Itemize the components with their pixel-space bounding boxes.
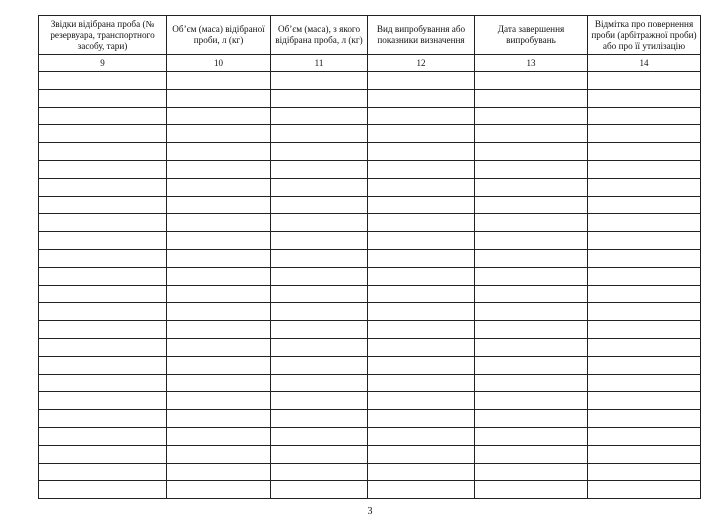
table-cell [271, 285, 368, 303]
table-cell [475, 107, 588, 125]
table-row [39, 392, 701, 410]
column-number: 9 [39, 55, 167, 72]
table-cell [588, 410, 701, 428]
table-cell [167, 321, 271, 339]
table-cell [588, 214, 701, 232]
header-source-volume: Об’єм (маса), з якого відібрана проба, л (кг) [271, 16, 368, 55]
table-cell [271, 445, 368, 463]
table-cell [368, 160, 475, 178]
table-cell [588, 481, 701, 499]
table-cell [167, 160, 271, 178]
table-cell [475, 481, 588, 499]
table-cell [167, 125, 271, 143]
table-cell [271, 303, 368, 321]
table-row [39, 338, 701, 356]
table-cell [271, 160, 368, 178]
table-cell [588, 427, 701, 445]
table-cell [368, 214, 475, 232]
column-number: 13 [475, 55, 588, 72]
header-test-type: Вид випробування або показники визначення [368, 16, 475, 55]
table-cell [167, 89, 271, 107]
header-return-note: Відмітка про повернення проби (арбітражної проби) або про її утилізацію [588, 16, 701, 55]
table-cell [368, 267, 475, 285]
table-cell [588, 374, 701, 392]
table-cell [271, 338, 368, 356]
table-cell [475, 338, 588, 356]
table-cell [39, 160, 167, 178]
table-cell [167, 143, 271, 161]
table-cell [368, 321, 475, 339]
table-cell [39, 285, 167, 303]
table-cell [368, 196, 475, 214]
table-row [39, 196, 701, 214]
table-cell [475, 196, 588, 214]
table-row [39, 267, 701, 285]
table-row [39, 374, 701, 392]
table-cell [588, 160, 701, 178]
table-cell [588, 463, 701, 481]
table-cell [167, 410, 271, 428]
table-cell [167, 214, 271, 232]
table-cell [475, 321, 588, 339]
table-cell [271, 196, 368, 214]
table-row [39, 232, 701, 250]
table-cell [271, 410, 368, 428]
table-cell [475, 410, 588, 428]
table-cell [271, 321, 368, 339]
table-cell [167, 392, 271, 410]
table-row [39, 160, 701, 178]
table-row [39, 125, 701, 143]
table-cell [271, 249, 368, 267]
table-row [39, 143, 701, 161]
table-cell [475, 178, 588, 196]
table-cell [475, 143, 588, 161]
table-cell [271, 392, 368, 410]
table-cell [167, 285, 271, 303]
table-cell [39, 125, 167, 143]
column-number: 11 [271, 55, 368, 72]
table-cell [368, 356, 475, 374]
table-row [39, 285, 701, 303]
table-cell [39, 481, 167, 499]
column-number: 10 [167, 55, 271, 72]
table-cell [368, 410, 475, 428]
table-cell [39, 410, 167, 428]
table-cell [271, 214, 368, 232]
table-cell [475, 89, 588, 107]
table-row [39, 463, 701, 481]
table-cell [588, 356, 701, 374]
table-cell [271, 463, 368, 481]
table-cell [475, 374, 588, 392]
table-cell [167, 249, 271, 267]
table-cell [167, 427, 271, 445]
table-row [39, 214, 701, 232]
table-cell [271, 178, 368, 196]
table-cell [271, 481, 368, 499]
table-cell [475, 303, 588, 321]
column-number: 12 [368, 55, 475, 72]
table-cell [271, 72, 368, 90]
table-cell [167, 267, 271, 285]
table-cell [588, 178, 701, 196]
table-body [39, 72, 701, 499]
table-cell [368, 89, 475, 107]
table-cell [167, 338, 271, 356]
table-cell [39, 392, 167, 410]
table-cell [39, 72, 167, 90]
table-cell [588, 338, 701, 356]
table-cell [39, 232, 167, 250]
table-cell [475, 72, 588, 90]
header-row [39, 16, 701, 55]
table-cell [475, 427, 588, 445]
table-cell [475, 267, 588, 285]
table-cell [588, 392, 701, 410]
table-row [39, 445, 701, 463]
table-cell [39, 107, 167, 125]
table-cell [475, 445, 588, 463]
table-cell [167, 356, 271, 374]
table-cell [167, 107, 271, 125]
table-cell [475, 160, 588, 178]
table-cell [475, 392, 588, 410]
table-cell [368, 303, 475, 321]
sample-register-table [38, 15, 701, 499]
table-cell [475, 285, 588, 303]
page-number: 3 [367, 506, 373, 517]
table-cell [39, 445, 167, 463]
column-number-row [39, 55, 701, 72]
table-cell [167, 232, 271, 250]
table-cell [588, 125, 701, 143]
header-sample-source: Звідки відібрана проба (№ резервуара, транспортного засобу, тари) [39, 16, 167, 55]
table-cell [39, 214, 167, 232]
table-cell [271, 125, 368, 143]
table-cell [368, 427, 475, 445]
table-cell [39, 321, 167, 339]
table-cell [167, 481, 271, 499]
table-cell [475, 232, 588, 250]
table-row [39, 321, 701, 339]
table-cell [271, 89, 368, 107]
table-cell [588, 249, 701, 267]
table-cell [368, 463, 475, 481]
table-row [39, 481, 701, 499]
table-cell [368, 445, 475, 463]
table-cell [368, 125, 475, 143]
table-cell [475, 249, 588, 267]
table-cell [271, 427, 368, 445]
table-cell [39, 427, 167, 445]
table-row [39, 89, 701, 107]
table-row [39, 410, 701, 428]
table-cell [271, 107, 368, 125]
header-completion-date: Дата завершення випробувань [475, 16, 588, 55]
header-sample-volume: Об’єм (маса) відібраної проби, л (кг) [167, 16, 271, 55]
table-row [39, 107, 701, 125]
table-cell [167, 72, 271, 90]
table-cell [368, 338, 475, 356]
table-cell [475, 214, 588, 232]
table-cell [368, 107, 475, 125]
table-cell [368, 143, 475, 161]
table-cell [368, 374, 475, 392]
table-cell [588, 445, 701, 463]
table-cell [39, 356, 167, 374]
table-cell [39, 463, 167, 481]
table-cell [39, 249, 167, 267]
table-cell [368, 392, 475, 410]
table-row [39, 178, 701, 196]
table-cell [368, 232, 475, 250]
table-cell [39, 178, 167, 196]
table-cell [368, 285, 475, 303]
table-cell [167, 445, 271, 463]
table-cell [271, 232, 368, 250]
table-cell [588, 196, 701, 214]
table-cell [588, 285, 701, 303]
table-cell [588, 143, 701, 161]
table-row [39, 356, 701, 374]
table-cell [475, 125, 588, 143]
table-cell [167, 463, 271, 481]
table-cell [39, 303, 167, 321]
table-cell [368, 249, 475, 267]
table-cell [167, 303, 271, 321]
table-cell [588, 321, 701, 339]
table-cell [271, 374, 368, 392]
table-row [39, 427, 701, 445]
table-cell [271, 267, 368, 285]
table-cell [588, 232, 701, 250]
table-cell [588, 303, 701, 321]
table-cell [39, 89, 167, 107]
register-table-container [38, 15, 700, 499]
table-cell [475, 356, 588, 374]
table-cell [39, 338, 167, 356]
table-cell [588, 267, 701, 285]
table-cell [368, 72, 475, 90]
table-cell [271, 143, 368, 161]
table-cell [167, 196, 271, 214]
table-cell [368, 178, 475, 196]
table-cell [475, 463, 588, 481]
table-cell [167, 178, 271, 196]
table-cell [39, 143, 167, 161]
table-row [39, 303, 701, 321]
table-cell [39, 196, 167, 214]
table-cell [271, 356, 368, 374]
table-cell [588, 107, 701, 125]
table-cell [588, 89, 701, 107]
table-row [39, 249, 701, 267]
table-cell [167, 374, 271, 392]
table-cell [39, 374, 167, 392]
table-row [39, 72, 701, 90]
column-number: 14 [588, 55, 701, 72]
table-cell [588, 72, 701, 90]
table-cell [39, 267, 167, 285]
table-cell [368, 481, 475, 499]
